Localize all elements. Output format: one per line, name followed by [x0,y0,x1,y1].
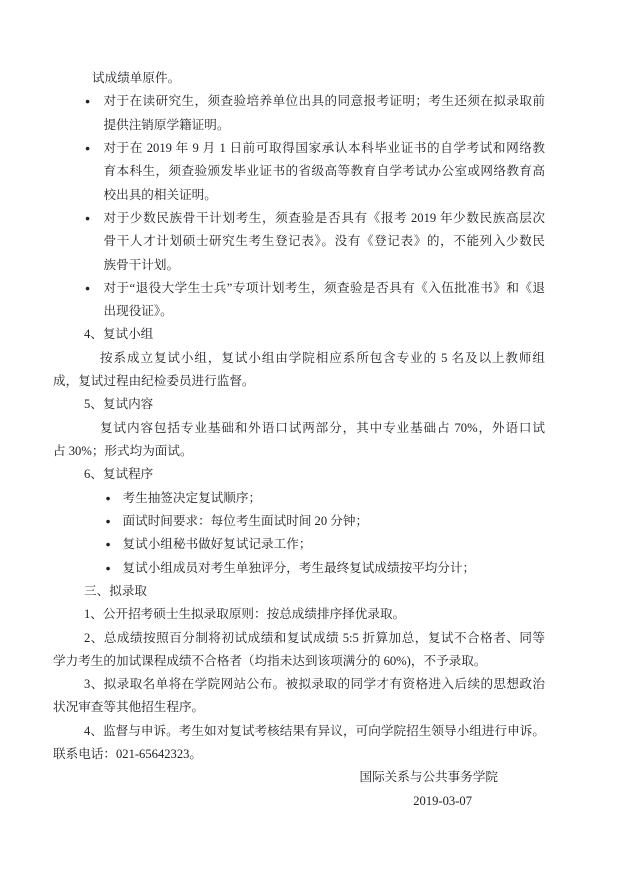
numbered-paragraph-line: 1、公开招考硕士生拟录取原则：按总成绩排序择优录取。 [84,607,406,622]
numbered-paragraph-line: 3、拟录取名单将在学院网站公布。被拟录取的同学才有资格进入后续的思想政治 [84,677,545,692]
sub-bullet-item [53,510,545,533]
sub-bullet-item-text: 考生抽签决定复试顺序； [122,490,262,505]
bullet-icon: ● [85,212,91,223]
bullet-item-continuation: 育本科生，须查验颁发毕业证书的省级高等教育自学考试办公室或网络教育高 [103,164,545,179]
bullet-icon: ● [105,539,111,550]
numbered-paragraph-line: 4、监督与申诉。考生如对复试考核结果有异议，可向学院招生领导小组进行申诉。 [84,723,545,738]
sub-bullet-item [53,533,545,556]
numbered-heading: 5、复试内容 [84,397,154,412]
bullet-item-continuation: 提供注销原学籍证明。 [103,117,230,132]
bullet-item-continuation: 族骨干计划。 [103,257,180,272]
bullet-icon: ● [105,492,111,503]
bullet-item-continuation: 出现役证》。 [103,304,173,319]
bullet-icon: ● [85,282,91,293]
bullet-icon: ● [85,142,91,153]
paragraph-continuation-line: 状况审查等其他招生程序。 [53,700,205,715]
paragraph-continuation-line: 学力考生的加试课程成绩不合格者（均指未达到该项满分的 60%)，不予录取。 [53,653,487,668]
paragraph-continuation-line: 占 30%；形式均为面试。 [53,444,193,458]
paragraph-continuation-line: 联系电话：021-65642323。 [53,747,203,762]
sub-bullet-item [53,487,545,510]
bullet-item-continuation: 骨干人才计划硕士研究生考生登记表》。没有《登记表》的，不能列入少数民 [103,234,545,249]
bullet-icon: ● [105,515,111,526]
numbered-heading: 6、复试程序 [84,467,154,482]
numbered-paragraph-line: 2、总成绩按照百分制将初试成绩和复试成绩 5:5 折算加总，复试不合格者、同等 [84,630,545,645]
date-line: 2019-03-07 [413,793,472,808]
sub-bullet-item-text: 复试小组成员对考生单独评分，考生最终复试成绩按平均分计； [122,560,476,575]
bullet-item-text: 对于少数民族骨干计划考生，须查验是否具有《报考 2019 年少数民族高层次 [103,210,545,225]
sub-bullet-item [53,557,545,580]
sub-bullet-item-text: 复试小组秘书做好复试记录工作； [122,537,312,552]
bullet-item [53,277,545,300]
bullet-item-continuation: 校出具的相关证明。 [103,187,217,202]
bullet-item-text: 对于在读研究生，须查验培养单位出具的同意报考证明；考生还须在拟录取前 [103,94,545,109]
paragraph-continuation-line: 成，复试过程由纪检委员进行监督。 [53,374,255,389]
numbered-heading: 4、复试小组 [84,327,154,342]
bullet-icon: ● [105,562,111,573]
signature-line: 国际关系与公共事务学院 [359,770,498,785]
paragraph-line: 按系成立复试小组，复试小组由学院相应系所包含专业的 5 名及以上教师组 [100,350,545,365]
section-heading: 三、拟录取 [84,583,147,598]
paragraph-line: 复试内容包括专业基础和外语口试两部分，其中专业基础占 70%，外语口试 [100,420,545,435]
bullet-item-text: 对于在 2019 年 9 月 1 日前可取得国家承认本科毕业证书的自学考试和网络教 [103,140,545,155]
sub-bullet-item-text: 面试时间要求：每位考生面试时间 20 分钟； [122,513,369,528]
document-body [53,67,545,813]
bullet-item [53,207,545,230]
continued-line: 试成绩单原件。 [92,71,181,85]
bullet-item [53,90,545,113]
bullet-item [53,137,545,160]
bullet-item-text: 对于“退役大学生士兵”专项计划考生，须查验是否具有《入伍批准书》和《退 [103,280,545,295]
bullet-icon: ● [85,96,91,107]
